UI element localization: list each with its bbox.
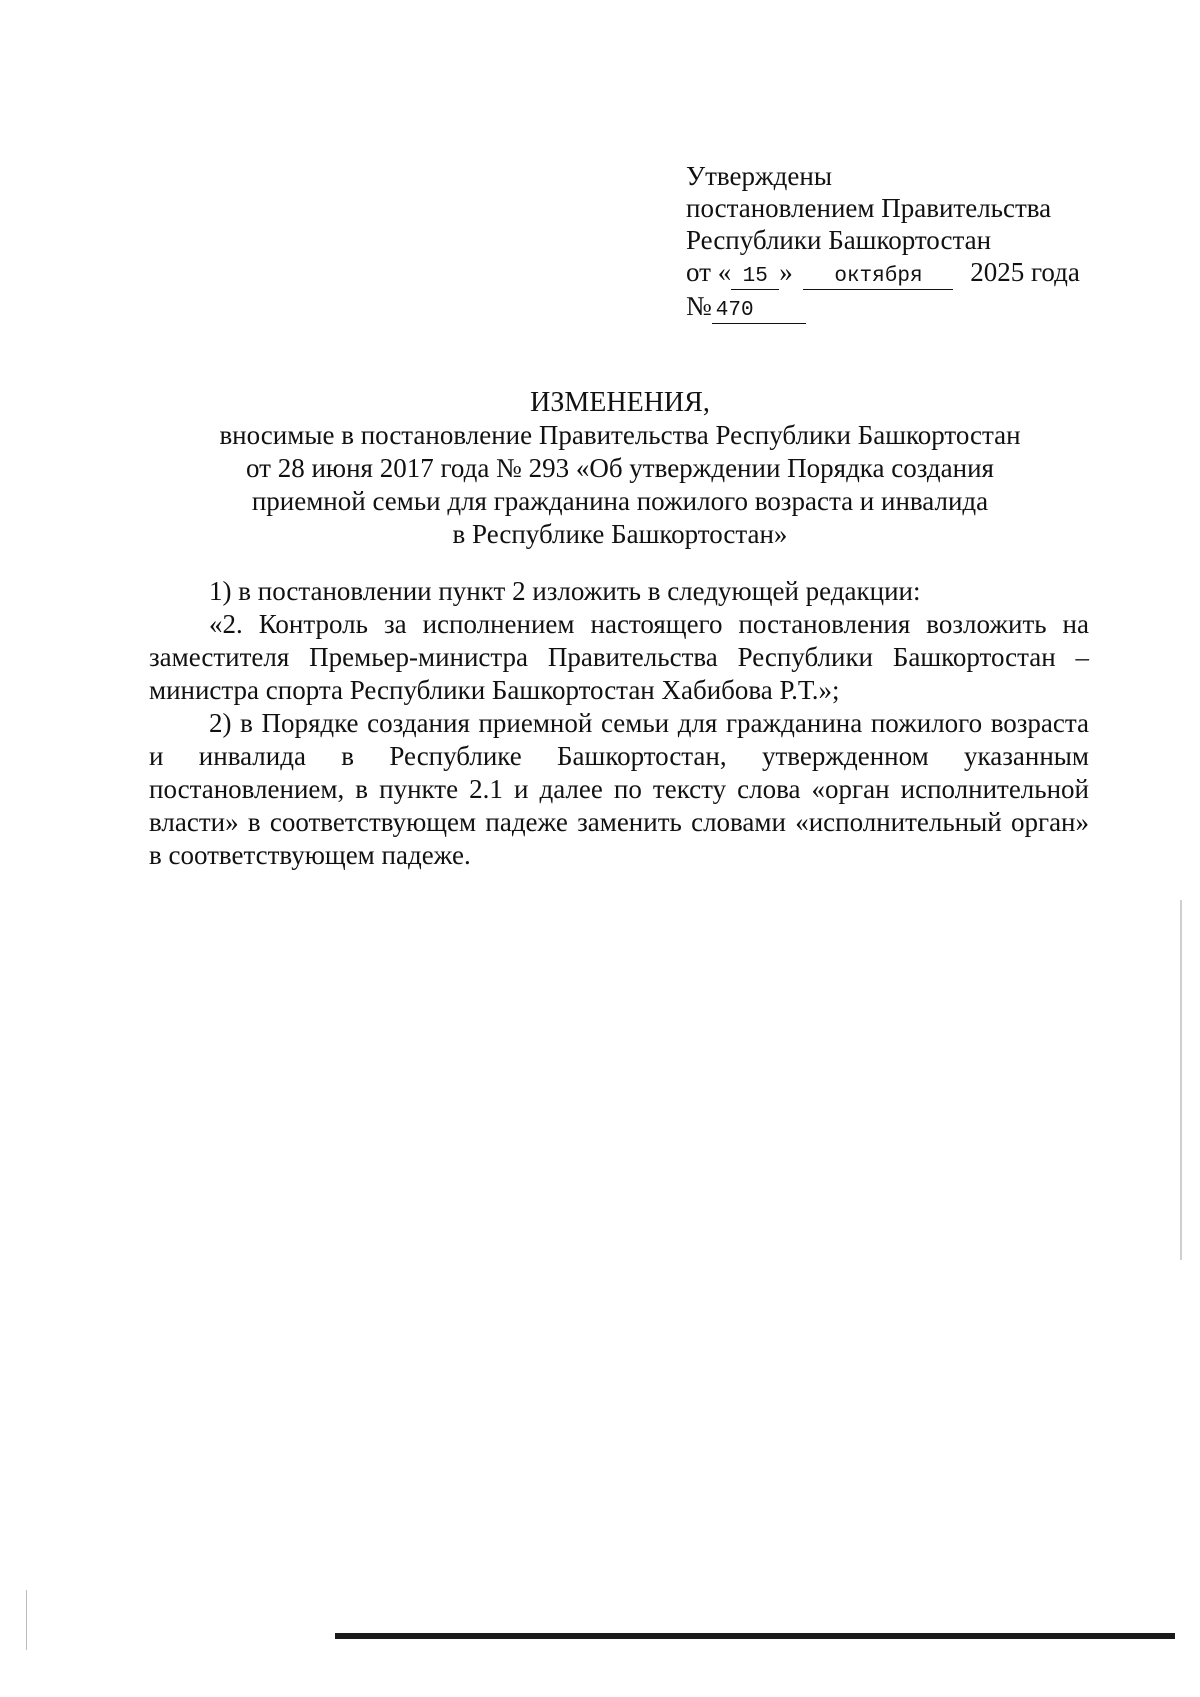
date-month: октября	[803, 265, 953, 290]
title-line-2: от 28 июня 2017 года № 293 «Об утверждении Порядка создания	[246, 453, 994, 483]
approval-line-3: Республики Башкортостан	[686, 225, 992, 255]
paragraph-1: 1) в постановлении пункт 2 изложить в следующей редакции:	[209, 576, 921, 606]
body-text	[149, 575, 1089, 872]
number-value: 470	[712, 299, 806, 324]
date-prefix: от «	[686, 257, 732, 287]
scan-edge-mark	[26, 1590, 27, 1650]
approval-block	[686, 160, 1106, 324]
number-prefix: №	[686, 291, 712, 321]
scan-edge-mark	[1180, 900, 1182, 1260]
approval-line-1: Утверждены	[686, 161, 832, 191]
paragraph-3: 2) в Порядке создания приемной семьи для гражданина пожилого возраста и инвалида в Республике Башкортостан, утвержденном указанным постановлением, в пункте 2.1 и далее по тексту слова «орган исполнительной власти» в соответствующем падеже заменить словами «исполнительный орган» в соответствующем падеже.	[149, 708, 1089, 870]
scan-border-line	[335, 1633, 1175, 1639]
title-line-3: приемной семьи для гражданина пожилого возраста и инвалида	[251, 486, 989, 516]
title-line-1: вносимые в постановление Правительства Республики Башкортостан	[219, 420, 1021, 450]
date-day: 15	[731, 265, 779, 290]
title-line-4: в Республике Башкортостан»	[452, 519, 788, 549]
date-year: 2025 года	[970, 257, 1080, 287]
approval-date-line	[686, 256, 1106, 290]
document-title: ИЗМЕНЕНИЯ,	[530, 387, 710, 418]
date-mid: »	[779, 257, 793, 287]
title-block	[150, 386, 1090, 551]
approval-number-line	[686, 290, 1106, 324]
approval-line-2: постановлением Правительства	[686, 193, 1052, 223]
paragraph-2: «2. Контроль за исполнением настоящего постановления возложить на заместителя Премьер-министра Правительства Республики Башкортостан – министра спорта Республики Башкортостан Хабибова Р.Т.»;	[149, 609, 1089, 705]
